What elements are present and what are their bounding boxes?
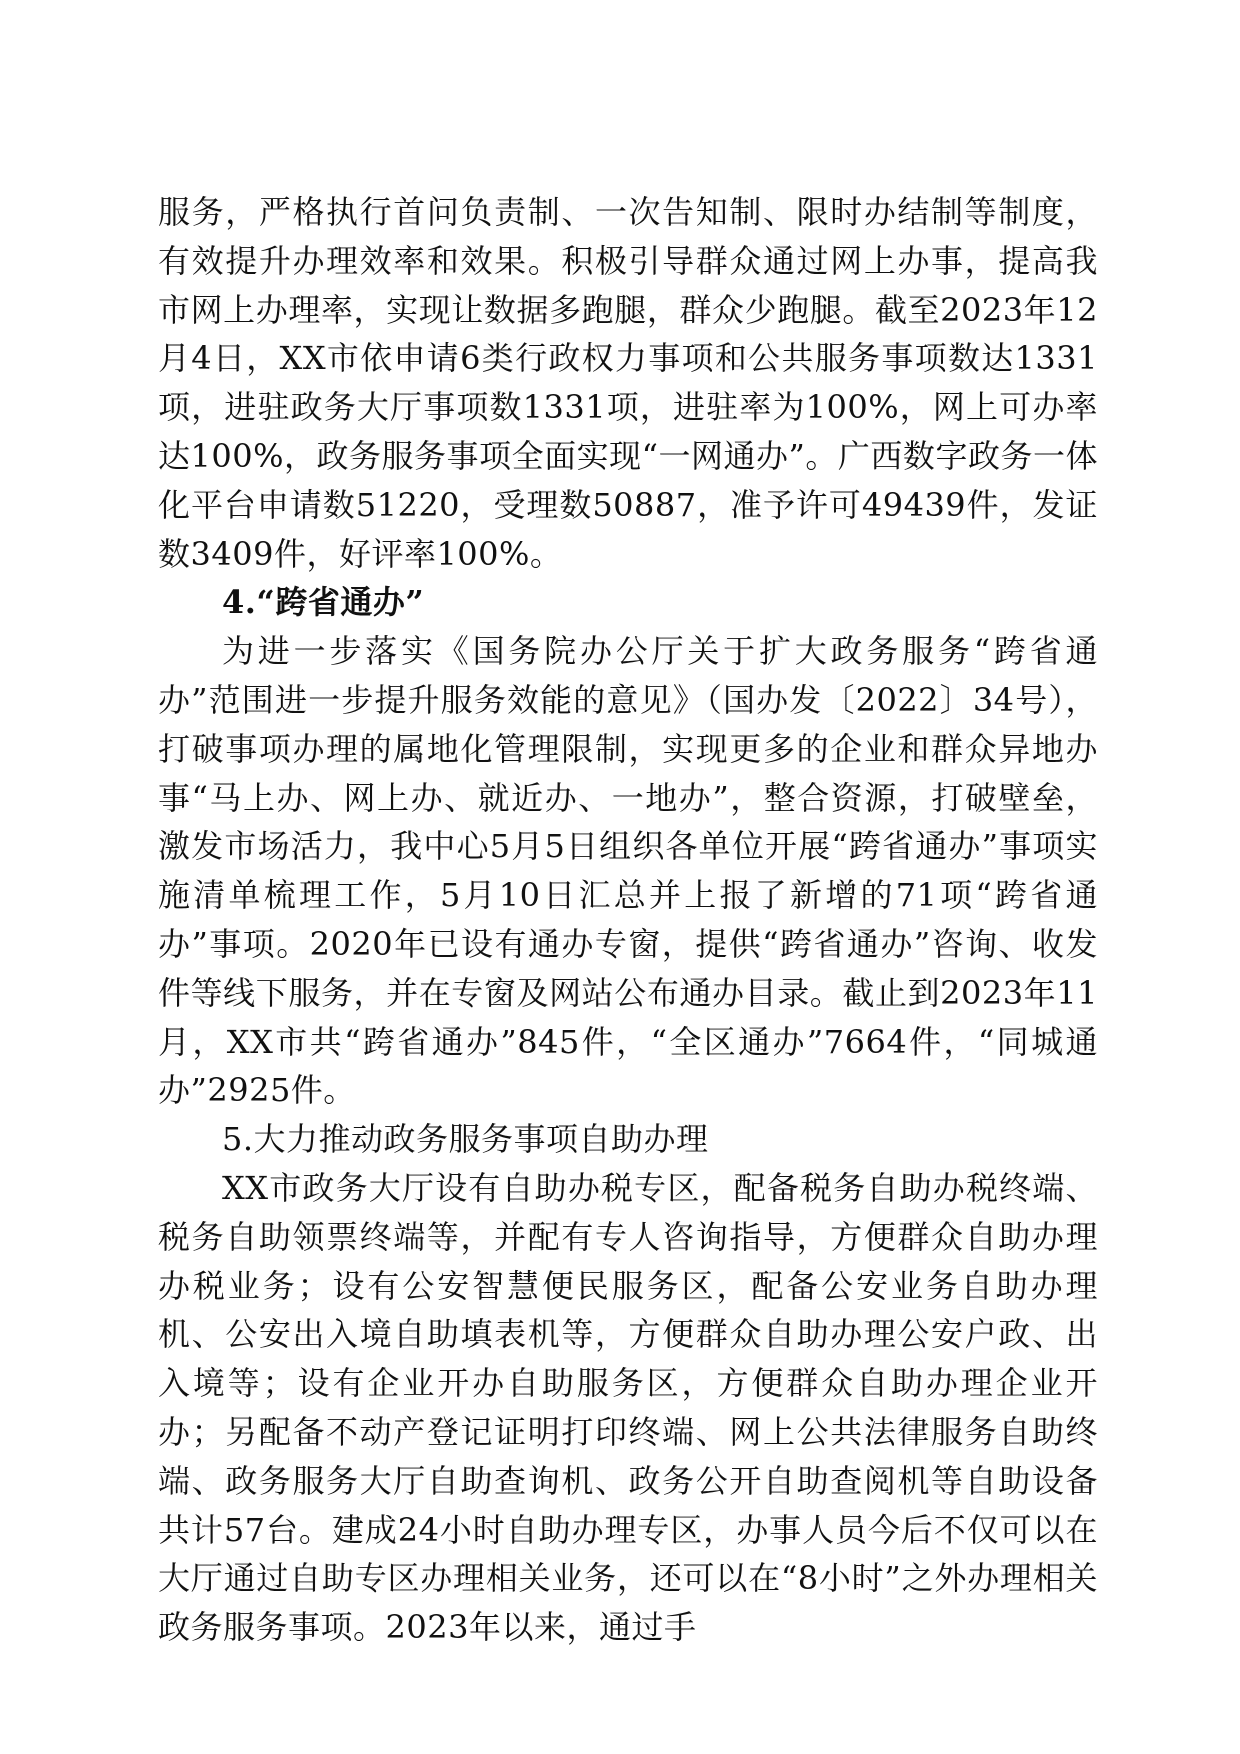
- section-heading-cross-province: 4.“跨省通办”: [222, 583, 425, 622]
- document-page: [158, 188, 1098, 1652]
- paragraph-service-efficiency: 服务，严格执行首问负责制、一次告知制、限时办结制等制度，有效提升办理效率和效果。积极引导群众通过网上办事，提高我市网上办理率，实现让数据多跑腿，群众少跑腿。截至2023年12月4日，XX市依申请6类行政权力事项和公共服务事项数达1331项，进驻政务大厅事项数1331项，进驻率为100%，网上可办率达100%，政务服务事项全面实现“一网通办”。广西数字政务一体化平台申请数51220，受理数50887，准予许可49439件，发证数3409件，好评率100%。: [158, 193, 1098, 573]
- section-heading-self-service: 5.大力推动政务服务事项自助办理: [222, 1120, 709, 1159]
- paragraph-self-service: XX市政务大厅设有自助办税专区，配备税务自助办税终端、税务自助领票终端等，并配有专人咨询指导，方便群众自助办理办税业务；设有公安智慧便民服务区，配备公安业务自助办理机、公安出入境自助填表机等，方便群众自助办理公安户政、出入境等；设有企业开办自助服务区，方便群众自助办理企业开办；另配备不动产登记证明打印终端、网上公共法律服务自助终端、政务服务大厅自助查询机、政务公开自助查阅机等自助设备共计57台。建成24小时自助办理专区，办事人员今后不仅可以在大厅通过自助专区办理相关业务，还可以在“8小时”之外办理相关政务服务事项。2023年以来，通过手: [158, 1168, 1098, 1647]
- paragraph-cross-province: 为进一步落实《国务院办公厅关于扩大政务服务“跨省通办”范围进一步提升服务效能的意见》（国办发〔2022〕34号），打破事项办理的属地化管理限制，实现更多的企业和群众异地办事“马上办、网上办、就近办、一地办”，整合资源，打破壁垒，激发市场活力，我中心5月5日组织各单位开展“跨省通办”事项实施清单梳理工作，5月10日汇总并上报了新增的71项“跨省通办”事项。2020年已设有通办专窗，提供“跨省通办”咨询、收发件等线下服务，并在专窗及网站公布通办目录。截止到2023年11月，XX市共“跨省通办”845件，“全区通办”7664件，“同城通办”2925件。: [158, 632, 1098, 1110]
